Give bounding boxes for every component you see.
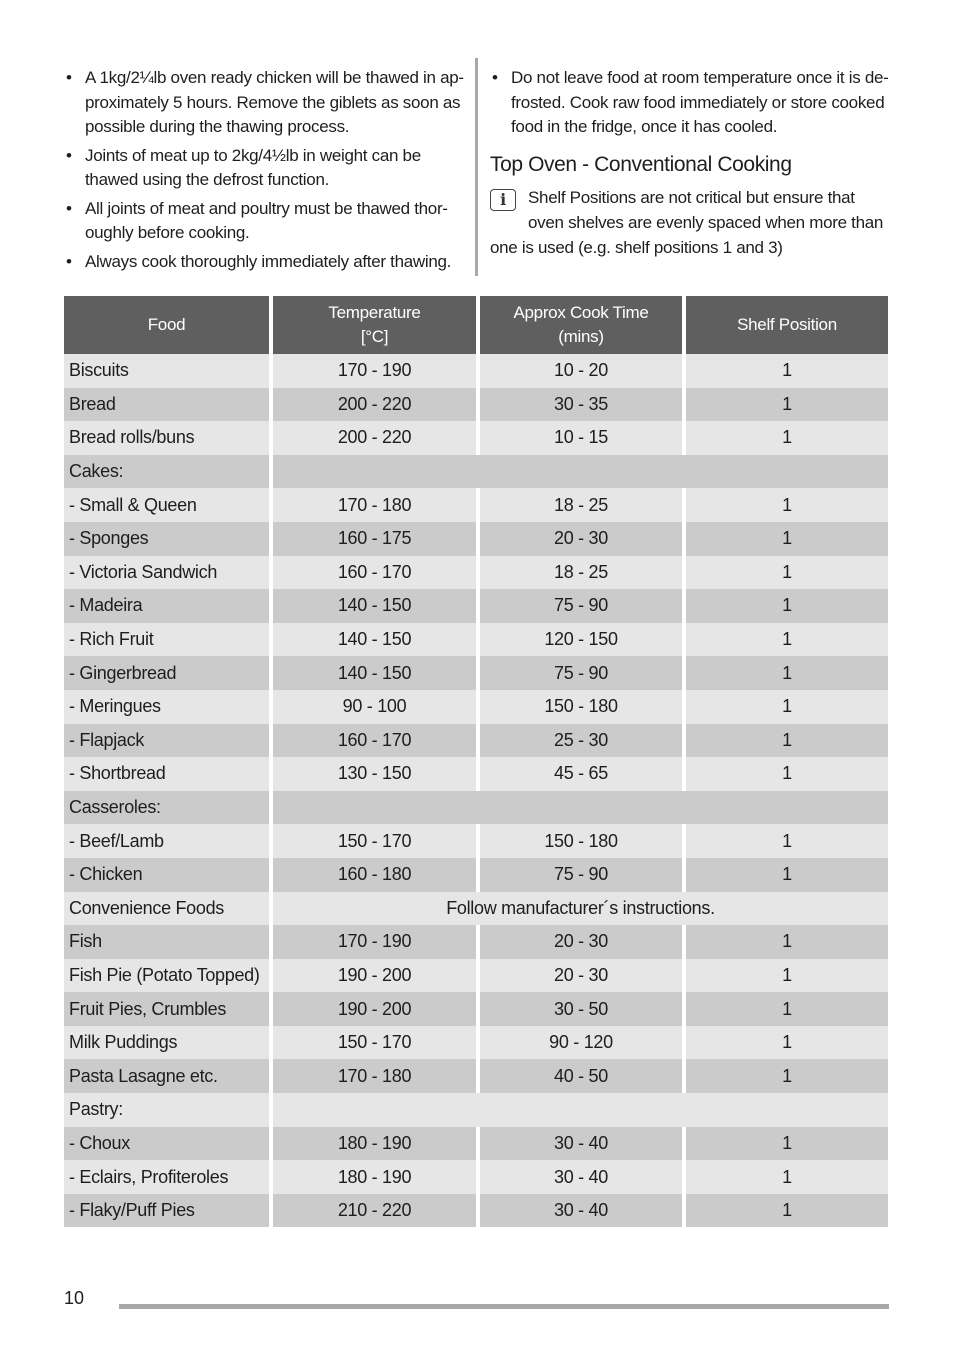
cell-shelf-position: 1: [684, 1059, 888, 1093]
cell-food: Pastry:: [64, 1093, 271, 1127]
table-row: [64, 656, 888, 690]
list-item: • Always cook thoroughly immediately after thawing.: [64, 250, 464, 275]
info-icon: i: [490, 189, 516, 211]
table-row: [64, 354, 888, 388]
cell-food: - Small & Queen: [64, 488, 271, 522]
storage-tips-list: [490, 66, 890, 140]
header-shelf-position: Shelf Position: [684, 296, 888, 354]
header-cook-time: [478, 296, 684, 354]
table-row: [64, 824, 888, 858]
table-row: [64, 522, 888, 556]
cell-cook-time: 10 - 15: [478, 421, 684, 455]
cell-cook-time: 20 - 30: [478, 959, 684, 993]
cell-cook-time: 18 - 25: [478, 488, 684, 522]
cell-temperature: 170 - 190: [271, 925, 478, 959]
cell-shelf-position: 1: [684, 1127, 888, 1161]
cell-food: - Choux: [64, 1127, 271, 1161]
cell-temperature: 200 - 220: [271, 421, 478, 455]
header-cook-time-line1: Approx Cook Time: [513, 303, 649, 322]
cell-temperature: 130 - 150: [271, 757, 478, 791]
list-item: • Do not leave food at room temperature once it is de-frosted. Cook raw food immediately or store cooked food in the fridge, once it has cooled.: [490, 66, 890, 140]
cell-shelf-position: 1: [684, 959, 888, 993]
cell-span: [271, 791, 888, 825]
cell-cook-time: 30 - 40: [478, 1127, 684, 1161]
cell-temperature: 150 - 170: [271, 1026, 478, 1060]
cell-shelf-position: 1: [684, 724, 888, 758]
cell-shelf-position: 1: [684, 858, 888, 892]
cell-temperature: 170 - 190: [271, 354, 478, 388]
cell-shelf-position: 1: [684, 1026, 888, 1060]
cell-shelf-position: 1: [684, 656, 888, 690]
table-row: [64, 925, 888, 959]
cell-temperature: 140 - 150: [271, 623, 478, 657]
cell-cook-time: 10 - 20: [478, 354, 684, 388]
cell-cook-time: 20 - 30: [478, 925, 684, 959]
table-row: [64, 791, 888, 825]
cell-temperature: 160 - 170: [271, 556, 478, 590]
cell-shelf-position: 1: [684, 690, 888, 724]
list-item: • All joints of meat and poultry must be thawed thor-oughly before cooking.: [64, 197, 464, 246]
cell-food: - Flaky/Puff Pies: [64, 1194, 271, 1228]
cell-food: Biscuits: [64, 354, 271, 388]
cell-food: - Victoria Sandwich: [64, 556, 271, 590]
cell-food: - Sponges: [64, 522, 271, 556]
cell-temperature: 180 - 190: [271, 1127, 478, 1161]
table-row: [64, 724, 888, 758]
cell-food: - Madeira: [64, 589, 271, 623]
cell-food: Bread rolls/buns: [64, 421, 271, 455]
cell-food: - Beef/Lamb: [64, 824, 271, 858]
cell-temperature: 140 - 150: [271, 589, 478, 623]
cell-cook-time: 90 - 120: [478, 1026, 684, 1060]
table-row: [64, 589, 888, 623]
cell-food: Milk Puddings: [64, 1026, 271, 1060]
cell-cook-time: 30 - 50: [478, 992, 684, 1026]
cell-shelf-position: 1: [684, 556, 888, 590]
cell-shelf-position: 1: [684, 925, 888, 959]
cell-food: Fruit Pies, Crumbles: [64, 992, 271, 1026]
table-row: [64, 556, 888, 590]
thawing-tips-list: [64, 66, 464, 274]
cell-shelf-position: 1: [684, 1194, 888, 1228]
cell-shelf-position: 1: [684, 992, 888, 1026]
cell-shelf-position: 1: [684, 623, 888, 657]
cell-temperature: 180 - 190: [271, 1160, 478, 1194]
table-row: [64, 992, 888, 1026]
cell-cook-time: 150 - 180: [478, 824, 684, 858]
cell-shelf-position: 1: [684, 354, 888, 388]
cell-temperature: 150 - 170: [271, 824, 478, 858]
cell-temperature: 90 - 100: [271, 690, 478, 724]
cell-span: Follow manufacturer´s instructions.: [271, 892, 888, 926]
cell-cook-time: 30 - 40: [478, 1160, 684, 1194]
header-temperature-line2: [°C]: [360, 327, 389, 346]
cell-food: - Rich Fruit: [64, 623, 271, 657]
cell-food: - Shortbread: [64, 757, 271, 791]
cell-food: Casseroles:: [64, 791, 271, 825]
left-column: [64, 66, 464, 278]
table-row: [64, 388, 888, 422]
cell-shelf-position: 1: [684, 1160, 888, 1194]
cell-shelf-position: 1: [684, 589, 888, 623]
section-title: Top Oven - Conventional Cooking: [490, 152, 792, 176]
cooking-table: [64, 296, 888, 1227]
cell-temperature: 140 - 150: [271, 656, 478, 690]
cell-food: - Meringues: [64, 690, 271, 724]
table-header-row: [64, 296, 888, 354]
cell-temperature: 160 - 180: [271, 858, 478, 892]
cell-temperature: 170 - 180: [271, 1059, 478, 1093]
cell-cook-time: 120 - 150: [478, 623, 684, 657]
cell-food: - Flapjack: [64, 724, 271, 758]
table-row: [64, 892, 888, 926]
cell-cook-time: 20 - 30: [478, 522, 684, 556]
table-row: [64, 1059, 888, 1093]
header-food: Food: [64, 296, 271, 354]
list-item: • A 1kg/2¼lb oven ready chicken will be thawed in ap-proximately 5 hours. Remove the giblets as soon as possible during the thawing process.: [64, 66, 464, 140]
table-row: [64, 623, 888, 657]
table-row: [64, 1026, 888, 1060]
cell-cook-time: 75 - 90: [478, 656, 684, 690]
table-row: [64, 1093, 888, 1127]
cell-cook-time: 75 - 90: [478, 589, 684, 623]
info-note: [490, 185, 890, 260]
table-row: [64, 421, 888, 455]
cell-food: - Gingerbread: [64, 656, 271, 690]
table-row: [64, 858, 888, 892]
cell-temperature: 160 - 175: [271, 522, 478, 556]
footer-rule: [119, 1304, 889, 1309]
table-row: [64, 1160, 888, 1194]
table-row: [64, 1194, 888, 1228]
header-temperature-line1: Temperature: [328, 303, 421, 322]
cell-cook-time: 45 - 65: [478, 757, 684, 791]
cell-span: [271, 1093, 888, 1127]
cell-shelf-position: 1: [684, 757, 888, 791]
header-temperature: [271, 296, 478, 354]
list-item: • Joints of meat up to 2kg/4½lb in weight can be thawed using the defrost function.: [64, 144, 464, 193]
cell-temperature: 200 - 220: [271, 388, 478, 422]
cell-temperature: 160 - 170: [271, 724, 478, 758]
cell-food: Pasta Lasagne etc.: [64, 1059, 271, 1093]
header-cook-time-line2: (mins): [558, 327, 604, 346]
cell-cook-time: 30 - 35: [478, 388, 684, 422]
cell-shelf-position: 1: [684, 824, 888, 858]
table-row: [64, 455, 888, 489]
cell-shelf-position: 1: [684, 421, 888, 455]
cell-food: - Chicken: [64, 858, 271, 892]
table-row: [64, 959, 888, 993]
table-row: [64, 488, 888, 522]
cell-cook-time: 40 - 50: [478, 1059, 684, 1093]
table-body: [64, 354, 888, 1227]
cell-cook-time: 25 - 30: [478, 724, 684, 758]
info-note-text: Shelf Positions are not critical but ensure that oven shelves are evenly spaced when more than one is used (e.g. shelf positions 1 and 3): [490, 187, 884, 257]
cell-food: Fish Pie (Potato Topped): [64, 959, 271, 993]
cell-shelf-position: 1: [684, 488, 888, 522]
cell-cook-time: 30 - 40: [478, 1194, 684, 1228]
column-divider: [475, 58, 478, 276]
cell-food: Cakes:: [64, 455, 271, 489]
cell-cook-time: 18 - 25: [478, 556, 684, 590]
cell-shelf-position: 1: [684, 388, 888, 422]
cell-food: - Eclairs, Profiteroles: [64, 1160, 271, 1194]
cell-food: Convenience Foods: [64, 892, 271, 926]
cell-shelf-position: 1: [684, 522, 888, 556]
table-row: [64, 1127, 888, 1161]
cell-temperature: 190 - 200: [271, 992, 478, 1026]
cell-temperature: 210 - 220: [271, 1194, 478, 1228]
cell-cook-time: 75 - 90: [478, 858, 684, 892]
cell-temperature: 170 - 180: [271, 488, 478, 522]
table-row: [64, 757, 888, 791]
right-column: [490, 66, 890, 260]
table-row: [64, 690, 888, 724]
cell-food: Fish: [64, 925, 271, 959]
cell-temperature: 190 - 200: [271, 959, 478, 993]
page-number: 10: [64, 1288, 85, 1308]
cell-span: [271, 455, 888, 489]
cell-food: Bread: [64, 388, 271, 422]
cell-cook-time: 150 - 180: [478, 690, 684, 724]
